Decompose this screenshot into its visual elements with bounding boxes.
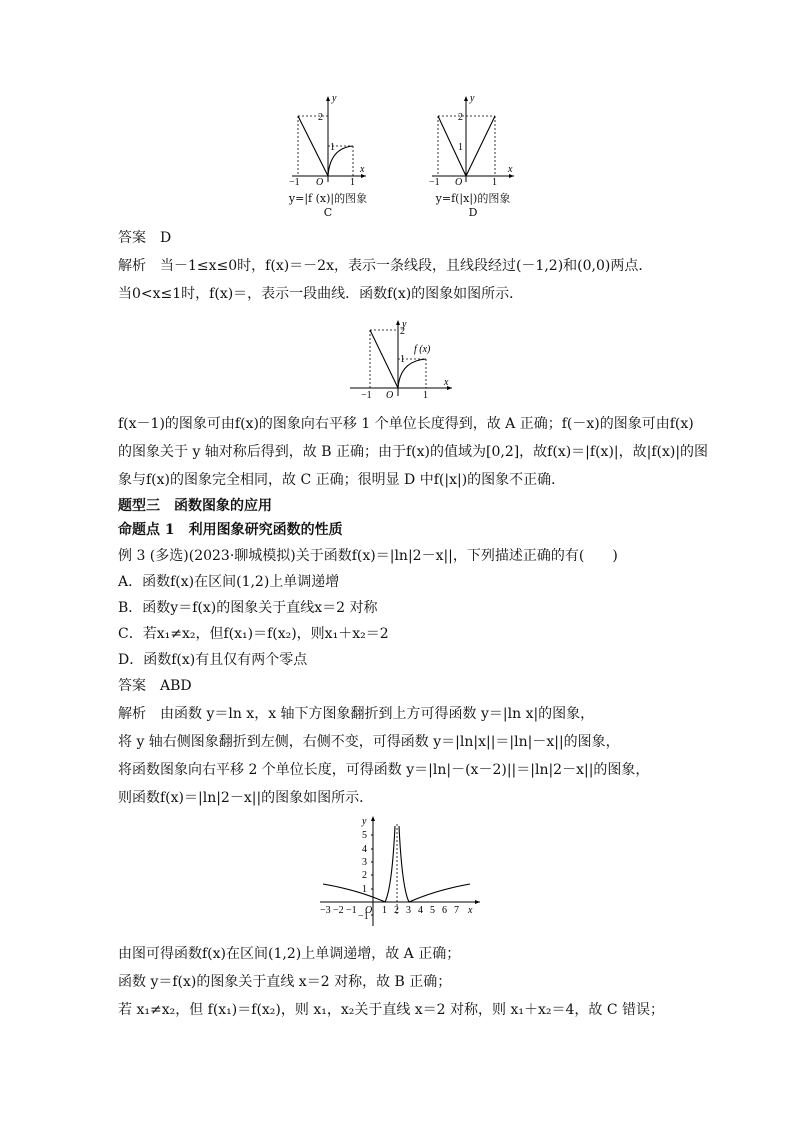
option-b: B．函数y＝f(x)的图象关于直线x＝2 对称 [118, 600, 378, 616]
xtick-4: 4 [418, 905, 423, 916]
figure-d-letter: D [468, 206, 478, 219]
y-axis-arrow [371, 816, 375, 821]
figure-ln-graph [318, 814, 484, 934]
solution2-line-4: 则函数f(x)＝|ln|2－x||的图象如图所示． [118, 790, 374, 806]
example-3: 例 3 (多选)(2023·聊城模拟)关于函数f(x)＝|ln|2－x||，下列描述正确的有( ) [118, 548, 618, 564]
xtick-5: 5 [430, 905, 435, 916]
xtick-m1: −1 [346, 905, 357, 916]
segment-line [298, 116, 328, 176]
option-c: C．若x₁≠x₂，但f(x₁)＝f(x₂)，则x₁＋x₂＝2 [118, 626, 389, 642]
xtick-m1: −1 [289, 177, 300, 187]
ytick-4: 4 [362, 844, 367, 855]
para-3: 象与f(x)的图象完全相同，故 C 正确；很明显 D 中f(|x|)的图象不正确． [118, 472, 566, 488]
subtopic-heading: 命题点 1 利用图象研究函数的性质 [118, 522, 343, 538]
ytick-1: 1 [330, 142, 335, 153]
conclusion-2: 函数 y＝f(x)的图象关于直线 x＝2 对称，故 B 正确； [118, 974, 452, 990]
figure-d-graph [428, 92, 518, 187]
y-axis-arrow [396, 320, 400, 325]
conclusion-1: 由图可得函数f(x)在区间(1,2)上单调递增，故 A 正确； [118, 946, 461, 962]
figure-fx-graph [348, 318, 458, 404]
topic-heading: 题型三 函数图象的应用 [118, 498, 272, 514]
y-axis-label: y [470, 93, 475, 104]
ytick-1: 1 [458, 142, 463, 153]
ytick-1: 1 [362, 884, 367, 895]
figure-c-caption: y=|f (x)|的图象 [288, 192, 368, 205]
ytick-5: 5 [362, 830, 367, 841]
right-segment [466, 116, 495, 176]
x-axis-arrow [475, 900, 480, 904]
figure-c-graph [288, 92, 368, 187]
solution-line-2: 当0<x≤1时，f(x)＝，表示一段曲线．函数f(x)的图象如图所示． [118, 286, 524, 302]
x-axis-label: x [508, 164, 513, 175]
segment-line [370, 330, 398, 388]
ytick-1: 1 [400, 354, 405, 365]
solution-line-1: 解析 当－1≤x≤0时，f(x)＝－2x，表示一条线段，且线段经过(－1,2)和(0,0)两点． [118, 258, 653, 274]
answer-1: 答案 D [118, 230, 172, 246]
para-1: f(x－1)的图象可由f(x)的图象向右平移 1 个单位长度得到，故 A 正确；f(－x)的图象可由f(x) [118, 416, 694, 432]
y-axis-arrow [464, 96, 468, 101]
curve-label: f (x) [414, 344, 431, 355]
solution2-line-2: 将 y 轴右侧图象翻折到左侧，右侧不变，可得函数 y＝|ln|x||＝|ln|－x||的图象， [118, 734, 620, 750]
solution2-line-1: 解析 由函数 y＝ln x，x 轴下方图象翻折到上方可得函数 y＝|ln x|的图象， [118, 706, 595, 722]
ytick-2: 2 [458, 112, 463, 123]
y-axis-label: y [362, 816, 367, 827]
option-a: A．函数f(x)在区间(1,2)上单调递增 [118, 574, 340, 590]
xtick-1: 1 [350, 177, 355, 187]
xtick-1: 1 [382, 905, 387, 916]
xtick-m1: −1 [429, 177, 440, 187]
xtick-m2: −2 [333, 905, 344, 916]
ytick-2: 2 [362, 870, 367, 881]
answer-2: 答案 ABD [118, 678, 192, 694]
y-axis-arrow [326, 96, 330, 101]
right-branch [399, 826, 470, 902]
xtick-m3: −3 [320, 905, 331, 916]
ytick-2: 2 [400, 326, 405, 337]
para-2: 的图象关于 y 轴对称后得到，故 B 正确；由于f(x)的值域为[0,2]，故f(x)＝|f(x)|，故|f(x)|的图 [118, 444, 709, 460]
xtick-6: 6 [442, 905, 447, 916]
solution2-line-3: 将函数图象向右平移 2 个单位长度，可得函数 y＝|ln|－(x－2)||＝|ln|2－x||的图象， [118, 762, 650, 778]
xtick-7: 7 [454, 905, 459, 916]
left-branch [323, 826, 395, 902]
ytick-m1: −1 [358, 911, 369, 922]
x-axis-label: x [360, 164, 365, 175]
figure-d-caption: y=f(|x|)的图象 [435, 192, 511, 205]
x-axis-label: x [468, 905, 473, 916]
ytick-3: 3 [362, 857, 367, 868]
xtick-m1: −1 [361, 390, 372, 401]
option-d: D．函数f(x)有且仅有两个零点 [118, 652, 308, 668]
origin-label: O [386, 390, 394, 401]
xtick-3: 3 [406, 905, 411, 916]
x-axis-label: x [444, 377, 449, 388]
origin-label: O [455, 177, 463, 187]
y-axis-label: y [402, 319, 407, 330]
figure-c-letter: C [323, 206, 333, 219]
origin-label: O [316, 177, 324, 187]
ytick-2: 2 [318, 112, 323, 123]
y-axis-label: y [332, 93, 337, 104]
xtick-1: 1 [423, 390, 428, 401]
origin-label: O [365, 905, 373, 916]
xtick-2: 2 [394, 905, 399, 916]
xtick-1: 1 [492, 177, 497, 187]
conclusion-3: 若 x₁≠x₂，但 f(x₁)＝f(x₂)，则 x₁，x₂关于直线 x＝2 对称，则 x₁＋x₂＝4，故 C 错误； [118, 1002, 665, 1018]
